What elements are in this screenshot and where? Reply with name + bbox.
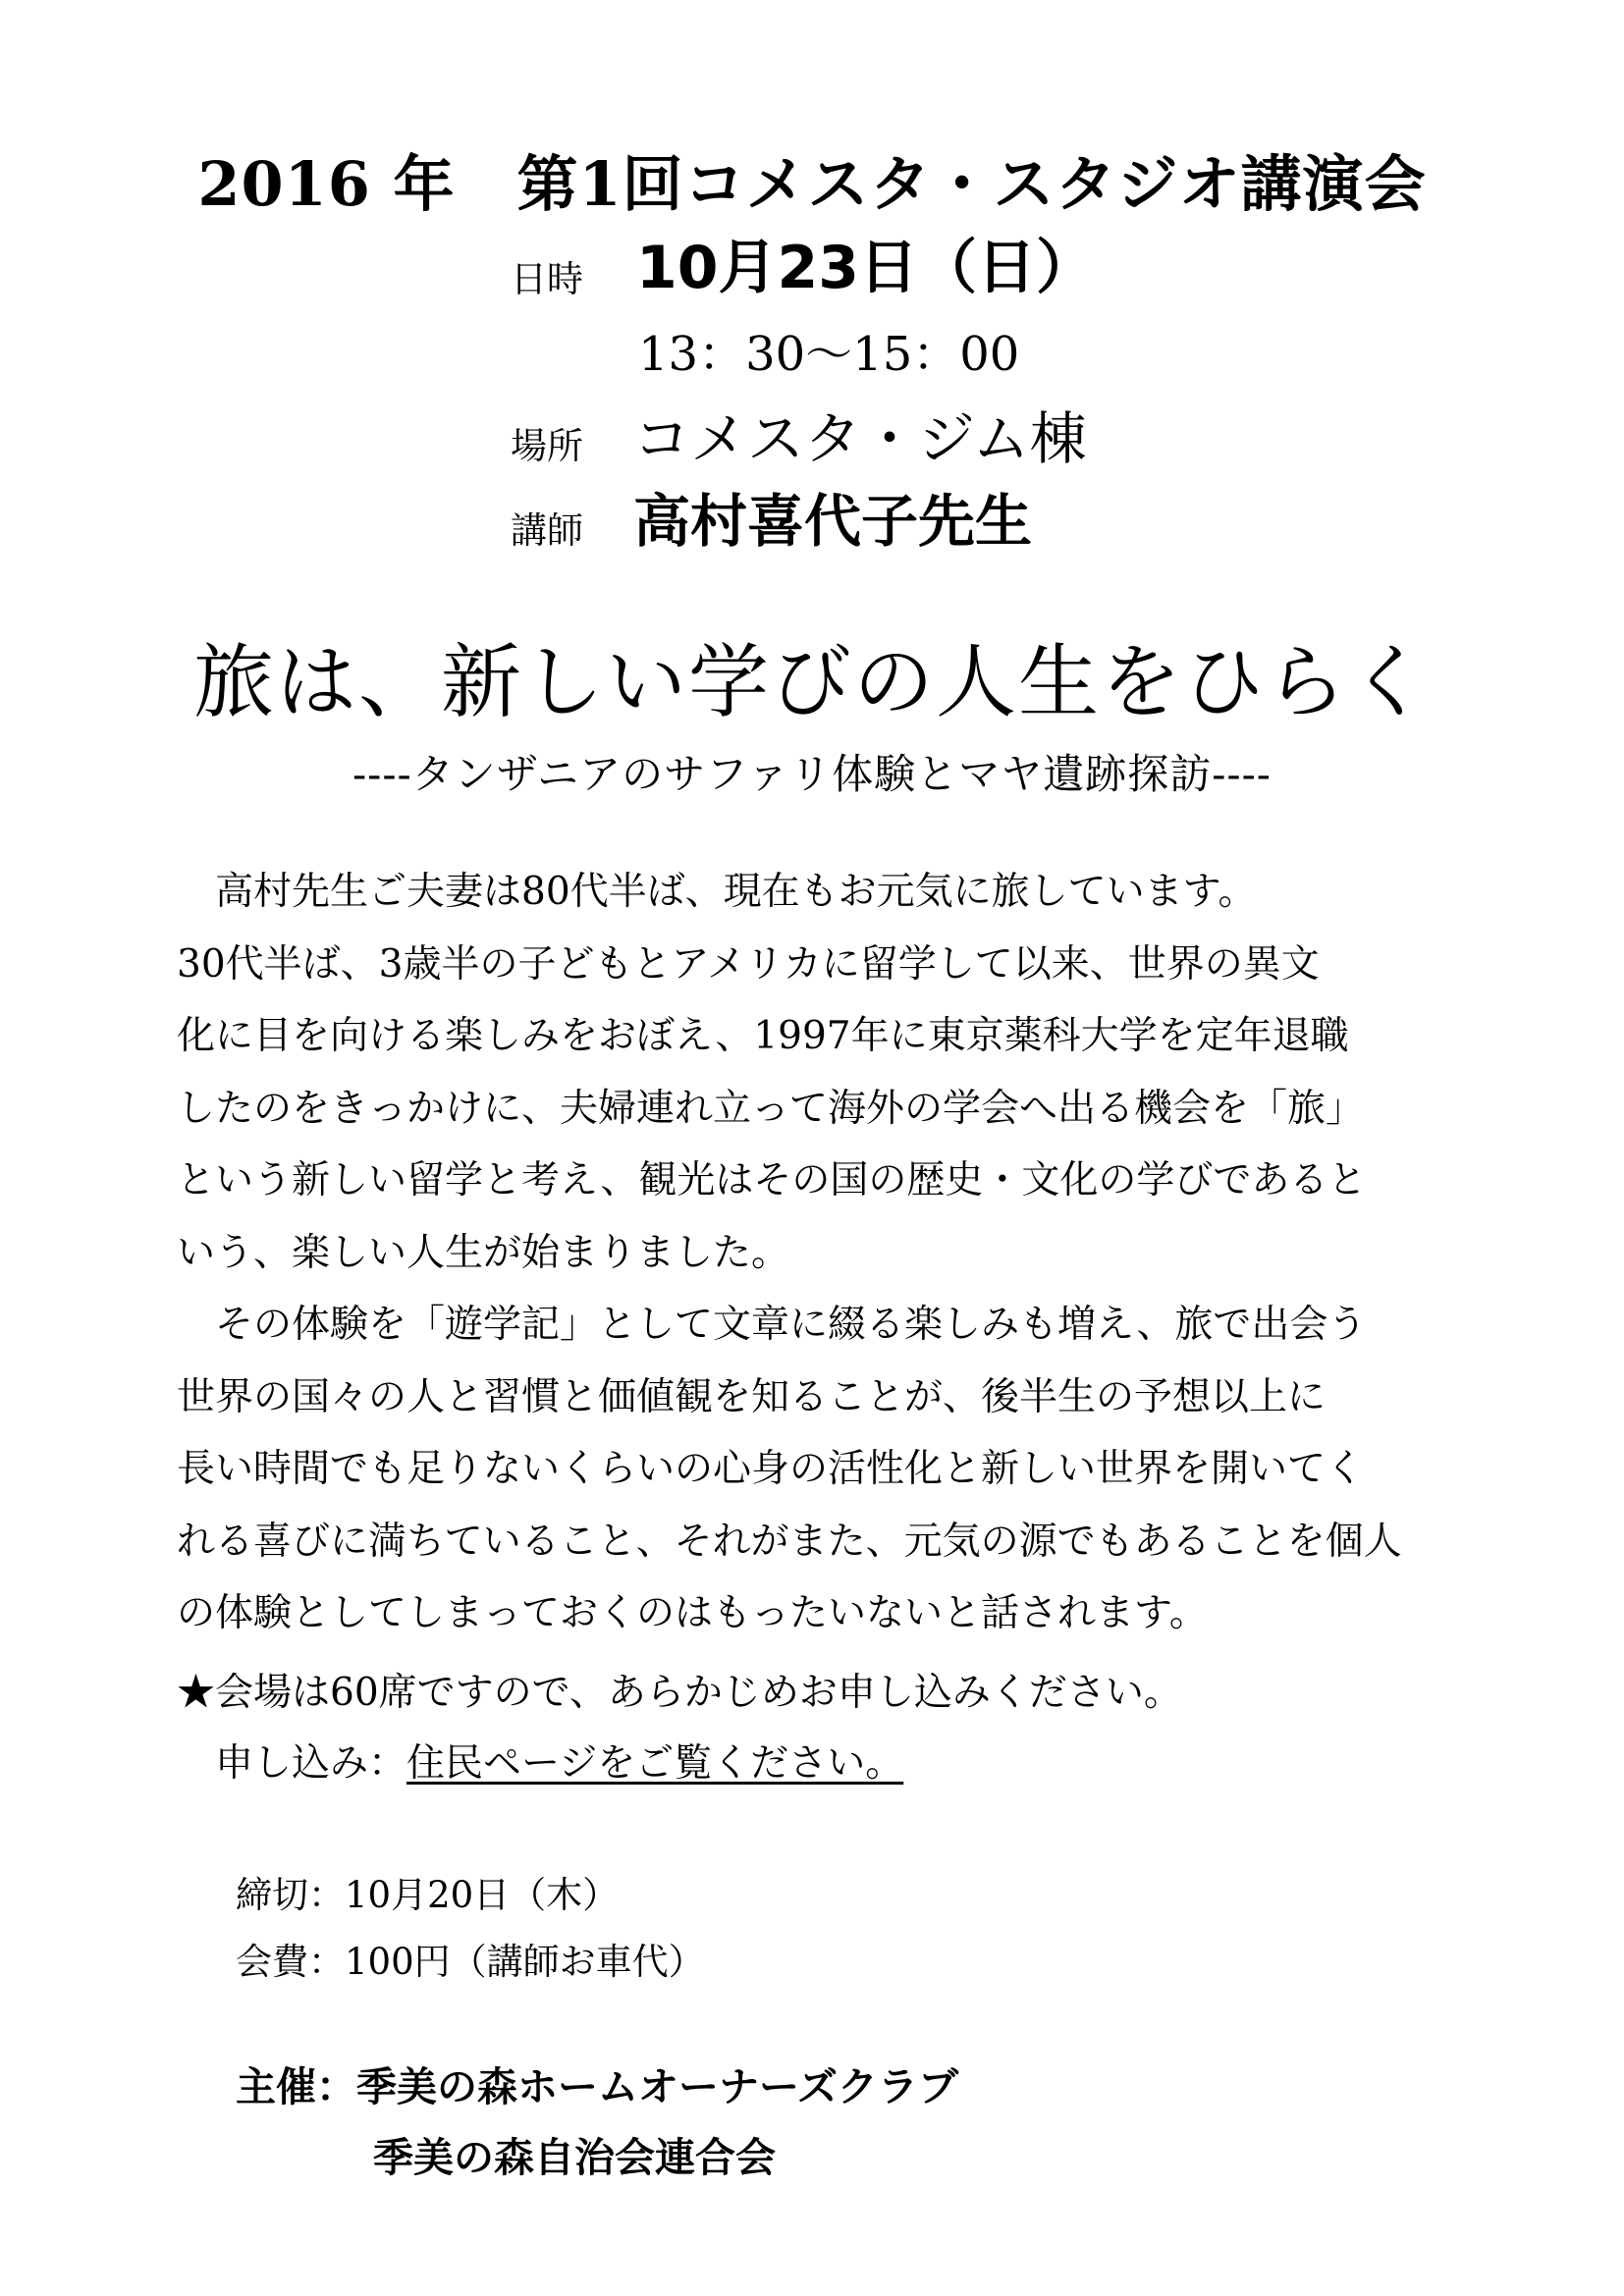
description-line: という新しい留学と考え、観光はその国の歴史・文化の学びであると xyxy=(177,1158,1367,1202)
event-date: 10月23日（日） xyxy=(636,234,1095,302)
description-line: 長い時間でも足りないくらいの心身の活性化と新しい世界を開いてく xyxy=(177,1447,1365,1491)
description xyxy=(177,856,1453,1650)
deadline-info: 締切：10月20日（木） xyxy=(236,1874,620,1916)
apply-notice xyxy=(177,1733,903,1788)
event-time: 13：30～15：00 xyxy=(638,327,1020,382)
event-speaker: 高村喜代子先生 xyxy=(633,488,1033,555)
description-line: の体験としてしまっておくのはもったいないと話されます。 xyxy=(177,1591,1208,1635)
fee-info: 会費：100円（講師お車代） xyxy=(236,1941,705,1983)
description-line: 化に目を向ける楽しみをおぼえ、1997年に東京薬科大学を定年退職 xyxy=(177,1014,1349,1058)
description-line: いう、楽しい人生が始まりました。 xyxy=(177,1230,790,1275)
description-line: 世界の国々の人と習慣と価値観を知ることが、後半生の予想以上に xyxy=(177,1374,1326,1419)
apply-label: 申し込み： xyxy=(177,1741,407,1786)
description-line: れる喜びに満ちていること、それがまた、元気の源でもあることを個人 xyxy=(177,1519,1402,1564)
date-label: 日時 xyxy=(511,258,583,300)
venue-label: 場所 xyxy=(511,425,583,467)
description-line: したのをきっかけに、夫婦連れ立って海外の学会へ出る機会を「旅」 xyxy=(177,1086,1365,1131)
talk-headline: 旅は、新しい学びの人生をひらく xyxy=(192,636,1431,729)
event-title: 2016 年 第1回コメスタ・スタジオ講演会 xyxy=(197,148,1427,220)
organizer-line-1: 主催：季美の森ホームオーナーズクラブ xyxy=(236,2063,958,2110)
resident-page-link[interactable]: 住民ページをご覧ください。 xyxy=(406,1741,904,1786)
description-line: 高村先生ご夫妻は80代半ば、現在もお元気に旅しています。 xyxy=(177,870,1257,914)
speaker-label: 講師 xyxy=(511,509,583,552)
description-line: その体験を「遊学記」として文章に綴る楽しみも増え、旅で出会う xyxy=(177,1303,1367,1347)
organizer-line-2: 季美の森自治会連合会 xyxy=(373,2134,776,2181)
talk-subtitle: ----タンザニアのサファリ体験とマヤ遺跡探訪---- xyxy=(352,750,1272,798)
seats-notice: ★会場は60席ですので、あらかじめお申し込みください。 xyxy=(177,1671,1182,1715)
event-venue: コメスタ・ジム棟 xyxy=(633,405,1087,472)
description-line: 30代半ば、3歳半の子どもとアメリカに留学して以来、世界の異文 xyxy=(177,941,1320,987)
